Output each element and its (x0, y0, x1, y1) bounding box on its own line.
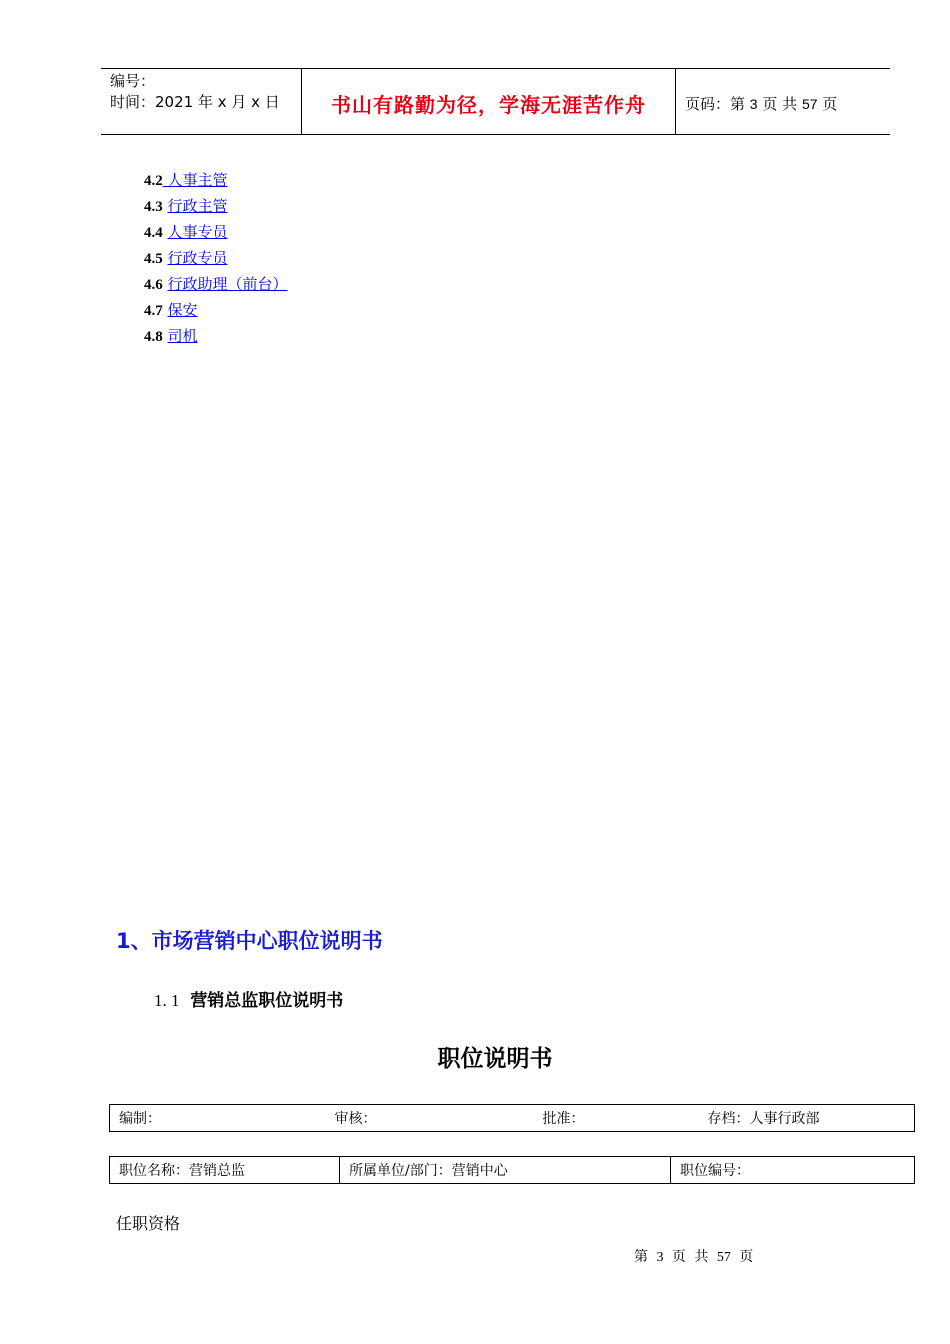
toc-link-admin-assistant[interactable]: 行政助理（前台） (167, 275, 288, 293)
section-heading: 1、市场营销中心职位说明书 (116, 929, 383, 953)
toc-number: 4.4 (144, 225, 163, 241)
department-cell: 所属单位/部门：营销中心 (340, 1157, 671, 1184)
date-label: 时间：2021 年 x 月 x 日 (110, 93, 280, 111)
toc-item (144, 220, 288, 246)
subsection-title: 营销总监职位说明书 (190, 991, 344, 1011)
toc-number: 4.7 (144, 303, 163, 319)
page-header (101, 68, 890, 135)
page-suffix: 页 (822, 95, 838, 113)
position-table (109, 1156, 915, 1184)
approval-table (109, 1104, 915, 1132)
footer-mid: 页 共 (671, 1249, 709, 1265)
page-mid: 页 共 (762, 95, 798, 113)
toc-number: 4.3 (144, 199, 163, 215)
page-current: 3 (749, 96, 758, 112)
subsection-heading (154, 986, 343, 1011)
serial-label: 编号： (110, 72, 156, 90)
toc-number: 4.8 (144, 329, 163, 345)
review-cell: 审核： (326, 1105, 534, 1132)
footer-current: 3 (656, 1250, 664, 1265)
page-footer (634, 1246, 753, 1266)
footer-suffix: 页 (739, 1249, 754, 1265)
toc-link-admin-specialist[interactable]: 行政专员 (167, 249, 228, 267)
toc-item (144, 194, 288, 220)
toc-link-hr-supervisor[interactable]: 人事主管 (162, 171, 228, 189)
toc-item (144, 246, 288, 272)
position-code-cell: 职位编号： (671, 1157, 915, 1184)
toc-link-security[interactable]: 保安 (167, 301, 198, 319)
approve-cell: 批准： (534, 1105, 699, 1132)
qualification-label: 任职资格 (116, 1214, 181, 1233)
toc-link-driver[interactable]: 司机 (167, 327, 198, 345)
header-motto: 书山有路勤为径，学海无涯苦作舟 (331, 93, 646, 117)
toc-link-admin-supervisor[interactable]: 行政主管 (167, 197, 228, 215)
toc-item (144, 298, 288, 324)
header-divider (675, 69, 676, 135)
header-meta (110, 71, 280, 113)
toc-item (144, 272, 288, 298)
footer-total: 57 (716, 1250, 731, 1265)
archive-cell: 存档：人事行政部 (699, 1105, 915, 1132)
table-of-contents (144, 168, 288, 350)
toc-item (144, 168, 288, 194)
subsection-number: 1. 1 (154, 991, 180, 1010)
page-prefix: 页码：第 (685, 95, 746, 113)
toc-number: 4.5 (144, 251, 163, 267)
position-name-cell: 职位名称：营销总监 (110, 1157, 340, 1184)
document-title: 职位说明书 (437, 1046, 553, 1072)
toc-item (144, 324, 288, 350)
footer-prefix: 第 (634, 1249, 648, 1265)
toc-link-hr-specialist[interactable]: 人事专员 (167, 223, 228, 241)
toc-number: 4.6 (144, 277, 163, 293)
page-total: 57 (801, 96, 818, 112)
edit-cell: 编制： (110, 1105, 326, 1132)
toc-number: 4.2 (144, 173, 163, 189)
header-page-number (685, 93, 837, 114)
